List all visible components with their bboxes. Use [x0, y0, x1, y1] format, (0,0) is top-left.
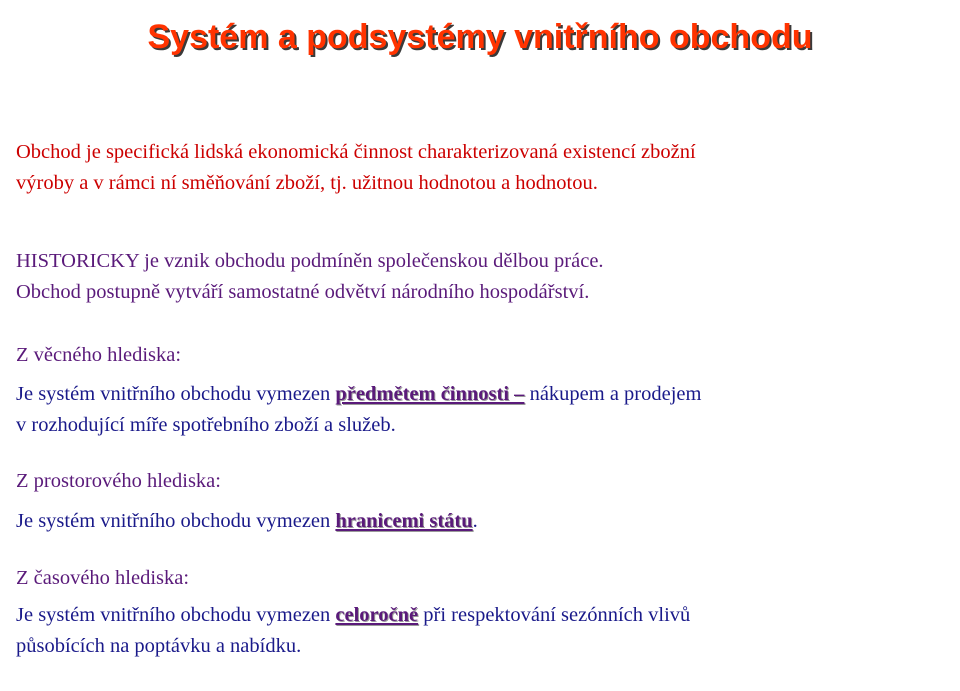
- casove-heading: Z časového hlediska:: [16, 567, 190, 589]
- casove-paragraph: [16, 600, 951, 662]
- casove-post: při respektování sezónních vlivů: [418, 604, 691, 626]
- prostorove-post: .: [472, 510, 478, 532]
- vecne-post: nákupem a prodejem: [524, 383, 702, 405]
- prostorove-heading: Z prostorového hlediska:: [16, 470, 221, 492]
- intro-paragraph: [16, 137, 951, 199]
- casove-line-1: [16, 600, 951, 631]
- casove-line-2: působících na poptávku a nabídku.: [16, 635, 302, 657]
- historic-line-2: Obchod postupně vytváří samostatné odvětví národního hospodářství.: [16, 281, 590, 303]
- intro-line-1: Obchod je specifická lidská ekonomická činnost charakterizovaná existencí zbožní: [16, 141, 696, 163]
- prostorove-paragraph: [16, 506, 951, 537]
- historic-paragraph: [16, 246, 951, 308]
- vecne-pre: Je systém vnitřního obchodu vymezen: [16, 383, 336, 405]
- slide-title: Systém a podsystémy vnitřního obchodu: [147, 18, 813, 56]
- vecne-heading: Z věcného hlediska:: [16, 344, 182, 366]
- vecne-paragraph: [16, 379, 951, 441]
- intro-line-2: výroby a v rámci ní směňování zboží, tj. užitnou hodnotou a hodnotou.: [16, 172, 598, 194]
- prostorove-emphasis: hranicemi státu: [335, 510, 473, 532]
- vecne-line-2: v rozhodující míře spotřebního zboží a služeb.: [16, 414, 396, 436]
- prostorove-pre: Je systém vnitřního obchodu vymezen: [16, 510, 336, 532]
- casove-pre: Je systém vnitřního obchodu vymezen: [16, 604, 336, 626]
- vecne-emphasis: předmětem činnosti –: [335, 383, 525, 405]
- vecne-line-1: [16, 379, 951, 410]
- casove-emphasis: celoročně: [335, 604, 419, 626]
- historic-line-1: HISTORICKY je vznik obchodu podmíněn společenskou dělbou práce.: [16, 250, 604, 272]
